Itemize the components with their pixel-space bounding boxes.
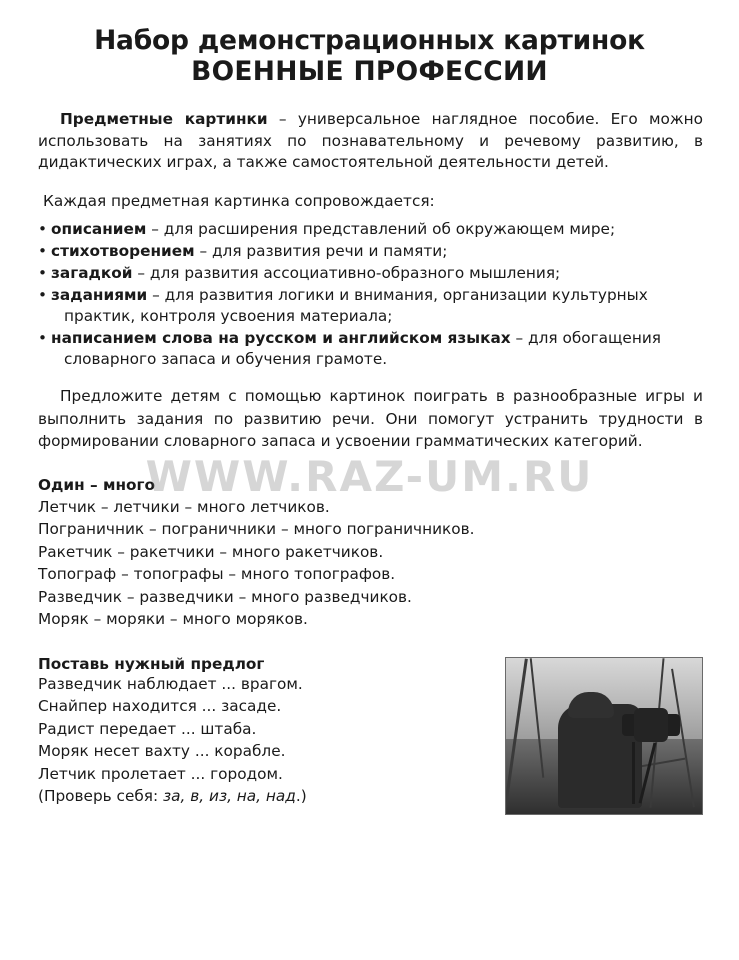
- lead-paragraph: Каждая предметная картинка сопровождается:: [43, 192, 435, 211]
- preposition-lines: [38, 673, 468, 808]
- list-item-rest: – для расширения представлений об окружающем мире;: [146, 219, 616, 238]
- answer-key-line: [38, 785, 468, 807]
- exercise-line: Моряк несет вахту ... корабле.: [38, 742, 286, 761]
- photo-rangefinder-body: [634, 708, 668, 742]
- preposition-section: [38, 655, 703, 808]
- bullet-dot-icon: •: [38, 328, 48, 347]
- list-item-rest: – для развития логики и внимания, организации культурных: [147, 285, 648, 304]
- list-item-rest: – для развития речи и памяти;: [194, 241, 448, 260]
- exercise-line: Летчик – летчики – много летчиков.: [38, 498, 330, 516]
- watermark: WWW.RAZ-UM.RU: [145, 452, 594, 501]
- secondary-paragraph: Предложите детям с помощью картинок поиграть в разнообразные игры и выполнить задания по развитию речи. Они помогут устранить трудности в формировании словарного запаса и усвоении грамматических категорий.: [38, 387, 703, 450]
- section-heading-one-many: Один – много: [38, 476, 156, 494]
- intro-paragraph: [38, 109, 703, 174]
- list-item-bold: описанием: [51, 219, 147, 238]
- exercise-line: Топограф – топографы – много топографов.: [38, 565, 396, 584]
- list-item-bold: загадкой: [51, 263, 133, 282]
- soldier-photo: [505, 657, 703, 815]
- bullet-dot-icon: •: [38, 241, 48, 260]
- list-item: [38, 328, 703, 370]
- bullet-dot-icon: •: [38, 263, 48, 282]
- answer-key-prefix: (Проверь себя:: [38, 787, 164, 806]
- intro-rest: – универсальное наглядное пособие. Его можно использовать на занятиях по познавательному и речевому развитию, в дидактических играх, а также самостоятельной деятельности детей.: [38, 109, 703, 172]
- exercise-line: Радист передает ... штаба.: [38, 719, 257, 738]
- exercise-line: Летчик пролетает ... городом.: [38, 764, 283, 783]
- document-content: [0, 109, 739, 808]
- photo-tripod-leg: [632, 742, 635, 804]
- exercise-line: Разведчик наблюдает ... врагом.: [38, 674, 303, 693]
- exercise-line: Снайпер находится ... засаде.: [38, 697, 282, 716]
- list-item: [38, 285, 703, 327]
- intro-bold: Предметные картинки: [60, 109, 268, 128]
- bullet-dot-icon: •: [38, 219, 48, 238]
- list-item: [38, 219, 703, 240]
- exercise-line: Ракетчик – ракетчики – много ракетчиков.: [38, 542, 384, 561]
- bullet-dot-icon: •: [38, 285, 48, 304]
- exercise-line: Пограничник – пограничники – много пограничников.: [38, 520, 475, 539]
- list-item-bold: написанием слова на русском и английском языках: [51, 328, 511, 347]
- page-title-line1: Набор демонстрационных картинок: [94, 25, 645, 56]
- list-item: [38, 263, 703, 284]
- list-item-rest: – для обогащения: [510, 328, 661, 347]
- page-title-line2: ВОЕННЫЕ ПРОФЕССИИ: [191, 55, 548, 87]
- answer-key-suffix: .): [295, 787, 307, 806]
- exercise-line: Моряк – моряки – много моряков.: [38, 610, 308, 629]
- list-item-bold: заданиями: [51, 285, 148, 304]
- one-many-lines: [38, 496, 703, 631]
- list-item-continuation: практик, контроля усвоения материала;: [64, 306, 393, 325]
- exercise-line: Разведчик – разведчики – много разведчиков.: [38, 587, 412, 606]
- list-item-continuation: словарного запаса и обучения грамоте.: [64, 349, 388, 368]
- list-item-bold: стихотворением: [51, 241, 195, 260]
- section-heading-prepositions: Поставь нужный предлог: [38, 654, 265, 673]
- list-item-rest: – для развития ассоциативно-образного мышления;: [132, 263, 561, 282]
- list-item: [38, 241, 703, 262]
- feature-bullet-list: [38, 219, 703, 370]
- answer-key-answers: за, в, из, на, над: [163, 787, 296, 806]
- title-block: [0, 0, 739, 87]
